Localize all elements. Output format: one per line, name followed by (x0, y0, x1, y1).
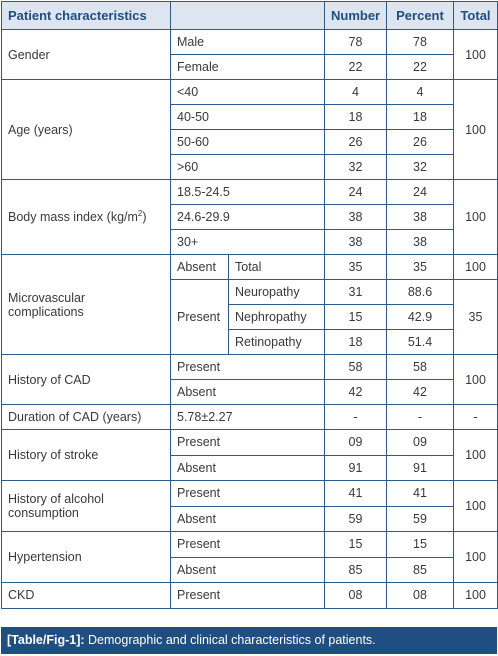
number-cell: 91 (325, 455, 387, 481)
number-cell: 38 (325, 205, 387, 230)
table-row (2, 481, 498, 507)
bmi-label-end: ) (142, 210, 147, 225)
percent-cell: 88.6 (387, 280, 454, 305)
sub-label: Present (171, 532, 325, 558)
alcohol-label-line1: History of alcohol (8, 492, 104, 506)
sub-label: 18.5-24.5 (171, 180, 325, 205)
sub-label: 24.6-29.9 (171, 205, 325, 230)
number-cell: 18 (325, 105, 387, 130)
patient-characteristics-table (1, 1, 498, 609)
total-cell: 100 (454, 430, 498, 481)
number-cell: 42 (325, 380, 387, 405)
number-cell: 78 (325, 30, 387, 55)
percent-cell: 42 (387, 380, 454, 405)
total-cell: - (454, 405, 498, 430)
sub-label: Absent (171, 506, 325, 532)
number-cell: - (325, 405, 387, 430)
percent-cell: 35 (387, 255, 454, 280)
percent-cell: 09 (387, 430, 454, 456)
sub-label: >60 (171, 155, 325, 180)
sub-label: Absent (171, 255, 229, 280)
percent-cell: 26 (387, 130, 454, 155)
sub-label: 5.78±2.27 (171, 405, 325, 430)
percent-cell: - (387, 405, 454, 430)
percent-cell: 91 (387, 455, 454, 481)
number-cell: 58 (325, 355, 387, 380)
total-cell: 100 (454, 180, 498, 255)
total-cell: 100 (454, 583, 498, 609)
sub-label: Absent (171, 455, 325, 481)
sub-label: Present (171, 355, 325, 380)
sub-label: Present (171, 481, 325, 507)
sub-label: Present (171, 583, 325, 609)
micro-label-line2: complications (8, 304, 84, 319)
bmi-label: Body mass index (kg/m (8, 210, 138, 225)
table-row (2, 405, 498, 430)
sub-label: Absent (171, 557, 325, 583)
header-characteristics: Patient characteristics (2, 2, 171, 30)
table-figure (1, 1, 497, 654)
number-cell: 18 (325, 330, 387, 355)
table-row (2, 583, 498, 609)
row-label (2, 481, 171, 532)
percent-cell: 38 (387, 205, 454, 230)
detail-label: Neuropathy (229, 280, 325, 305)
detail-label: Total (229, 255, 325, 280)
micro-label-line1: Microvascular (8, 290, 86, 305)
row-label: History of CAD (2, 355, 171, 405)
row-label: CKD (2, 583, 171, 609)
table-row (2, 430, 498, 456)
row-label: Duration of CAD (years) (2, 405, 171, 430)
number-cell: 15 (325, 532, 387, 558)
percent-cell: 22 (387, 55, 454, 80)
total-cell: 100 (454, 481, 498, 532)
header-row (2, 2, 498, 30)
percent-cell: 41 (387, 481, 454, 507)
sub-label: Present (171, 430, 325, 456)
sub-label: <40 (171, 80, 325, 105)
row-label: Gender (2, 30, 171, 80)
percent-cell: 78 (387, 30, 454, 55)
table-row (2, 355, 498, 380)
number-cell: 85 (325, 557, 387, 583)
percent-cell: 59 (387, 506, 454, 532)
table-row (2, 180, 498, 205)
detail-label: Nephropathy (229, 305, 325, 330)
number-cell: 35 (325, 255, 387, 280)
percent-cell: 32 (387, 155, 454, 180)
percent-cell: 85 (387, 557, 454, 583)
sub-label: Present (171, 280, 229, 355)
table-row (2, 80, 498, 105)
caption-tag: [Table/Fig-1]: (7, 633, 85, 647)
total-cell: 100 (454, 255, 498, 280)
header-total: Total (454, 2, 498, 30)
number-cell: 38 (325, 230, 387, 255)
sub-label: Absent (171, 380, 325, 405)
row-label: History of stroke (2, 430, 171, 481)
percent-cell: 08 (387, 583, 454, 609)
table-row (2, 532, 498, 558)
percent-cell: 24 (387, 180, 454, 205)
sub-label: 50-60 (171, 130, 325, 155)
bmi-label-sup: 2 (137, 209, 143, 219)
number-cell: 31 (325, 280, 387, 305)
total-cell: 100 (454, 355, 498, 405)
header-percent: Percent (387, 2, 454, 30)
number-cell: 32 (325, 155, 387, 180)
header-blank (171, 2, 325, 30)
percent-cell: 4 (387, 80, 454, 105)
number-cell: 4 (325, 80, 387, 105)
percent-cell: 15 (387, 532, 454, 558)
number-cell: 59 (325, 506, 387, 532)
row-label (2, 255, 171, 355)
percent-cell: 42.9 (387, 305, 454, 330)
number-cell: 22 (325, 55, 387, 80)
percent-cell: 51.4 (387, 330, 454, 355)
caption-text: Demographic and clinical characteristics of patients. (84, 633, 376, 647)
table-row (2, 255, 498, 280)
total-cell: 100 (454, 532, 498, 583)
header-number: Number (325, 2, 387, 30)
number-cell: 26 (325, 130, 387, 155)
sub-label: 40-50 (171, 105, 325, 130)
number-cell: 15 (325, 305, 387, 330)
number-cell: 08 (325, 583, 387, 609)
number-cell: 41 (325, 481, 387, 507)
total-cell: 100 (454, 80, 498, 180)
number-cell: 24 (325, 180, 387, 205)
percent-cell: 58 (387, 355, 454, 380)
detail-label: Retinopathy (229, 330, 325, 355)
total-cell: 100 (454, 30, 498, 80)
row-label: Hypertension (2, 532, 171, 583)
sub-label: Male (171, 30, 325, 55)
percent-cell: 38 (387, 230, 454, 255)
alcohol-label-line2: consumption (8, 506, 79, 520)
sub-label: Female (171, 55, 325, 80)
table-caption (1, 627, 497, 654)
row-label (2, 180, 171, 255)
table-row (2, 30, 498, 55)
row-label: Age (years) (2, 80, 171, 180)
number-cell: 09 (325, 430, 387, 456)
total-cell: 35 (454, 280, 498, 355)
percent-cell: 18 (387, 105, 454, 130)
sub-label: 30+ (171, 230, 325, 255)
